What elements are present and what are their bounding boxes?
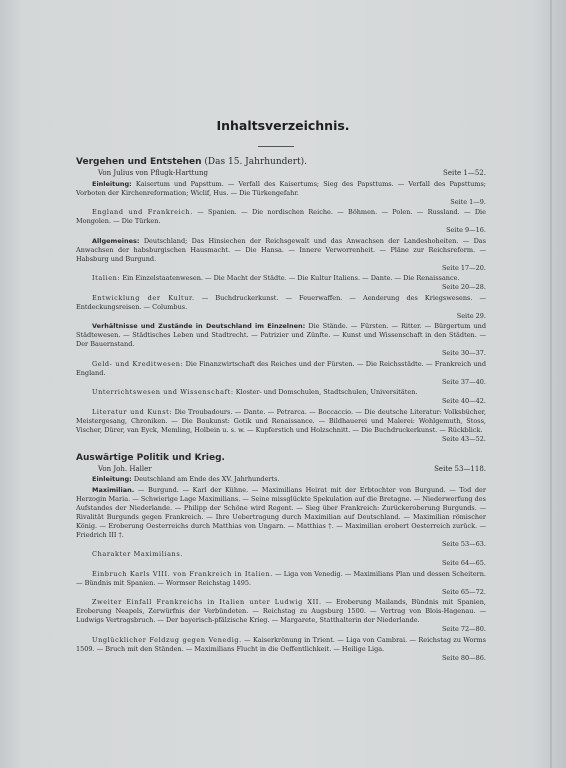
section-heading [76,156,486,168]
toc-section [76,452,486,663]
toc-entry [76,208,486,235]
entry-page: Seite 1—9. [450,197,486,206]
entry-text: Die Troubadours. — Dante. — Petrarca. — Boccaccio. — Die deutsche Literatur: Volksbücher, Meistergesang, Chroniken. — Die Baukunst: Gotik und Renaissance. — Bildhauerei und Malerei: Wohlgemuth, Stoss, Vischer, Dürer, van Eyck, Memling, Holbein u. s. w. — Kupferstich und Holzschnitt. — Die Buchdruckerkunst. — Rückblick. [76,407,486,434]
entry-page: Seite 72—80. [441,625,486,633]
entry-page: Seite 30—37. [441,349,486,357]
toc-entry [76,486,486,549]
section-author: Von Julius von Pflugk-Harttung [98,169,208,177]
toc-entry [76,408,486,444]
toc-entry [76,360,486,387]
section-title: Vergehen und Entstehen [76,157,202,167]
entry-page: Seite 29. [456,311,486,320]
section-page-range: Seite 1—52. [443,169,486,177]
toc-entry [76,550,486,568]
entry-page: Seite 65—72. [441,587,486,596]
entry-text: — Buchdruckerkunst. — Feuerwaffen. — Aenderung des Kriegswesens. — Entdeckungsreisen. — Columbus. [76,293,486,311]
section-subtitle: (Das 15. Jahrhundert). [204,157,308,167]
entry-heading: Zweiter Einfall Frankreichs in Italien unter Ludwig XII. [92,598,322,606]
entry-text: Die Stände. — Fürsten. — Ritter. — Bürgertum und Städtewesen. — Städtisches Leben und Stadtrecht. — Patrizier und Zünfte. — Kunst und Wissenschaft in den Städten. — Der Bauernstand. [76,322,486,348]
section-page-range: Seite 53—118. [434,464,486,473]
toc-entry [76,636,486,663]
entry-page: Seite 37—40. [441,377,486,386]
page-title: Inhaltsverzeichnis. [216,118,350,133]
entry-heading: Maximilian. [92,485,135,494]
toc-entry [76,570,486,597]
entry-text: Deutschland; Das Hinsiechen der Reichsgewalt und das Anwachsen der Landeshoheiten. — Das Anwachsen der habsburgischen Hausmacht. — Die Hansa. — Innere Verworrenheit. — Pläne zur Reichsreform. — Habsburg und Burgund. [76,236,486,263]
toc-section [76,156,486,444]
entry-page: Seite 64—65. [441,559,486,567]
entry-page: Seite 40—42. [441,397,486,405]
toc-entry [76,598,486,634]
entry-page: Seite 80—86. [441,653,486,662]
title-rule [258,146,294,147]
toc-entry [76,294,486,321]
entry-page: Seite 20—28. [441,283,486,291]
entry-heading: Verhältnisse und Zustände in Deutschland im Einzelnen: [92,322,306,330]
toc-entry [76,388,486,406]
toc-entry [76,322,486,358]
page-binding-edge [550,0,552,768]
toc-entry [76,274,486,292]
section-author-line [76,464,486,474]
entry-text: — Eroberung Mailands, Bündnis mit Spanien, Eroberung Neapels, Zerwürfnis der Verbündeten. — Reichstag zu Augsburg 1500. — Vertrag von Blois-Hagenau. — Ludwigs Vertragsbruch. — Der bayerisch-pfälzische Krieg. — Margarete, Statthalterin der Niederlande. [76,598,486,624]
entry-text: — Spanien. — Die nordischen Reiche. — Böhmen. — Polen. — Russland. — Die Mongolen. — Die Türken. [76,208,486,225]
entry-text: — Kaiserkrönung in Trient. — Liga von Cambrai. — Reichstag zu Worms 1509. — Bruch mit den Ständen. — Maximilians Flucht in die Oeffentlichkeit. — Heilige Liga. [76,635,486,653]
entry-heading: Charakter Maximilians. [92,550,183,558]
toc-entry [76,475,486,484]
entry-text: Ein Einzelstaatenwesen. — Die Macht der Städte. — Die Kultur Italiens. — Dante. — Die Renaissance. [122,274,460,282]
entry-heading: Einleitung: [92,179,132,188]
section-author-line [76,168,486,178]
toc-entry [76,237,486,273]
entry-heading: Unterrichtswesen und Wissenschaft: [92,388,234,396]
entry-heading: Entwicklung der Kultur. [92,293,195,302]
entry-page: Seite 43—52. [441,434,486,443]
entry-heading: Einleitung: [92,475,132,483]
entry-heading: Literatur und Kunst: [92,407,173,416]
entry-text: — Burgund. — Karl der Kühne. — Maximilians Heirat mit der Erbtochter von Burgund. — Tod der Herzogin Maria. — Schwierige Lage Maximilians. — Seine missglückte Spekulation auf die Bretagne. — Niederwerfung des Aufstandes der Niederlande. — Philipp der Schöne wird Regent. — Sieg über Frankreich: Zurückeroberung Burgunds. — Rivalität Burgunds gegen Frankreich. — Ihre Uebertragung durch Maximilian auf Deutschland. — Maximilian römischer König. — Eroberung Oesterreichs durch Matthias von Ungarn. — Matthias †. — Maximilian erobert Oesterreich zurück. — Friedrich III †. [76,485,486,539]
entry-heading: Einbruch Karls VIII. von Frankreich in Italien. [92,569,273,578]
entry-page: Seite 17—20. [441,263,486,272]
toc-entry [76,180,486,207]
entry-heading: England und Frankreich. [92,208,193,216]
entry-heading: Unglücklicher Feldzug gegen Venedig. [92,635,242,644]
entry-text: Deutschland am Ende des XV. Jahrhunderts. [133,475,280,483]
table-of-contents [76,154,486,663]
entry-text: — Liga von Venedig. — Maximilians Plan und dessen Scheitern. — Bündnis mit Spanien. — Wormser Reichstag 1495. [76,569,486,587]
entry-heading: Italien: [92,274,121,282]
section-title: Auswärtige Politik und Krieg. [76,452,225,463]
entry-text: Kloster- und Domschulen, Stadtschulen, Universitäten. [235,388,418,396]
entry-page: Seite 53—63. [441,539,486,548]
section-heading [76,452,486,464]
entry-heading: Allgemeines: [92,236,140,245]
section-author: Von Joh. Haller [98,464,152,473]
entry-text: Kaisertum und Papsttum. — Verfall des Kaisertums; Sieg des Papsttums. — Verfall des Papsttums; Vorboten der Kirchenreformation; Wiclif, Hus. — Die Türkengefahr. [76,179,486,197]
entry-heading: Geld- und Kreditwesen: [92,359,184,368]
entry-page: Seite 9—16. [446,226,486,234]
entry-text: Die Finanzwirtschaft des Reiches und der Fürsten. — Die Reichsstädte. — Frankreich und England. [76,359,486,377]
